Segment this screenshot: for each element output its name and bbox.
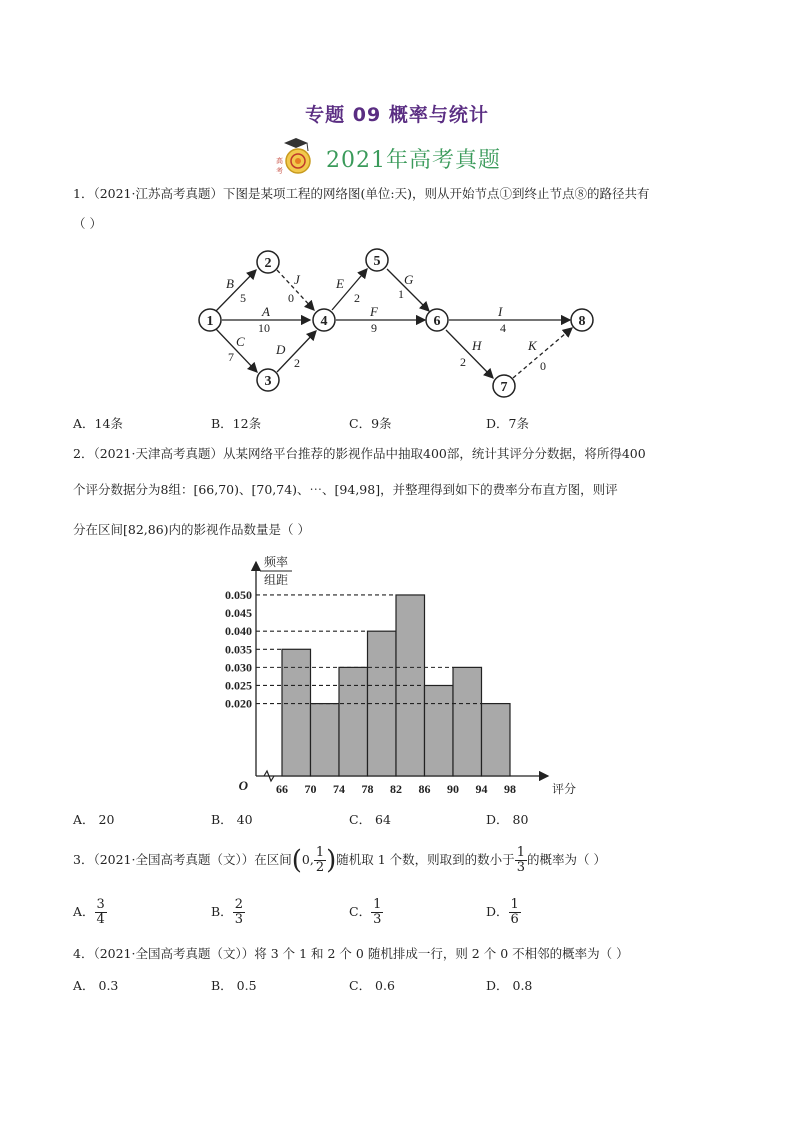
edge-value-C: 7: [228, 350, 234, 364]
y-tick-label: 0.020: [225, 696, 252, 711]
edge-label-G: G: [404, 272, 414, 287]
y-tick-label: 0.040: [225, 624, 252, 639]
q4-option-d: D． 0.8: [486, 978, 533, 993]
edge-value-G: 1: [398, 287, 404, 301]
q2-text-line1: 2．（2021·天津高考真题）从某网络平台推荐的影视作品中抽取400部，统计其评分分数据，将所得400: [73, 446, 646, 461]
edge-value-K: 0: [540, 359, 546, 373]
q1-option-d: D．7条: [486, 416, 529, 431]
x-tick-label: 90: [447, 782, 459, 796]
x-tick-label: 66: [276, 782, 288, 796]
edge-label-K: K: [528, 338, 537, 353]
q3-option-d: D． $\frac{1}{6}$: [486, 897, 519, 927]
q2-option-d: D． 80: [486, 812, 529, 827]
node-4: 4: [320, 314, 328, 329]
node-8: 8: [578, 314, 586, 329]
bar-94-98: [482, 704, 511, 776]
x-tick-label: 82: [390, 782, 402, 796]
q3-frac-den: 3: [516, 860, 525, 875]
edge-label-I: I: [498, 304, 503, 319]
edge-label-B: B: [226, 276, 234, 291]
svg-text:高: 高: [276, 157, 283, 165]
edge-value-B: 5: [240, 291, 246, 305]
q3-interval-open: 0,: [301, 852, 314, 867]
q2-histogram: [200, 552, 577, 802]
q4-option-c: C． 0.6: [349, 978, 395, 993]
y-axis-label-bottom: 组距: [263, 573, 289, 587]
x-tick-label: 94: [475, 782, 488, 796]
y-axis-label-top: 频率: [263, 555, 289, 569]
bar-90-94: [453, 667, 482, 776]
q3-mid: 随机取 1 个数，则取到的数小于: [336, 852, 515, 867]
edge-B: [216, 270, 256, 311]
edge-H: [446, 330, 493, 378]
q3-interval-den: 2: [315, 860, 325, 875]
q2-option-c: C． 64: [349, 812, 391, 827]
q1-text-line2: （ ）: [73, 216, 102, 231]
x-tick-label: 70: [304, 782, 317, 796]
edge-value-A: 10: [258, 321, 270, 335]
q4-option-b: B． 0.5: [211, 978, 257, 993]
y-tick-label: 0.045: [225, 606, 252, 621]
y-tick-label: 0.025: [225, 678, 252, 693]
q3-text: 3．（2021·全国高考真题（文））在区间(0, $\frac{1}{2}$ )随机取 1 个数，则取到的数小于 $\frac{1}{3}$ 的概率为（ ）: [73, 845, 606, 876]
y-tick-label: 0.035: [225, 642, 252, 657]
node-7: 7: [500, 380, 508, 395]
edge-value-J: 0: [288, 291, 294, 305]
x-tick-label: 98: [504, 782, 516, 796]
edge-label-F: F: [370, 304, 378, 319]
q3-interval-num: 1: [315, 845, 325, 860]
edge-value-D: 2: [294, 356, 300, 370]
edge-label-D: D: [276, 342, 286, 357]
node-2: 2: [264, 256, 272, 271]
x-tick-label: 86: [418, 782, 431, 796]
q2-option-b: B． 40: [211, 812, 253, 827]
q2-option-a: A． 20: [73, 812, 115, 827]
edge-value-F: 9: [371, 321, 377, 335]
edge-label-J: J: [294, 272, 300, 287]
q3-option-c: C． $\frac{1}{3}$: [349, 897, 382, 927]
q1-option-b: B．12条: [211, 416, 262, 431]
bar-70-74: [311, 704, 340, 776]
edge-label-H: H: [472, 338, 482, 353]
q1-option-c: C．9条: [349, 416, 392, 431]
page-subtitle: 2021年高考真题: [326, 148, 501, 173]
node-1: 1: [206, 314, 214, 329]
svg-text:考: 考: [276, 167, 283, 175]
q1-text-line1: 1．（2021·江苏高考真题）下图是某项工程的网络图(单位:天)，则从开始节点①到终止节点⑧的路径共有: [73, 186, 650, 201]
node-5: 5: [373, 254, 381, 269]
bar-74-78: [339, 667, 368, 776]
bar-86-90: [425, 685, 454, 776]
q4-text: 4．（2021·全国高考真题（文））将 3 个 1 和 2 个 0 随机排成一行，则 2 个 0 不相邻的概率为（ ）: [73, 946, 629, 961]
q3-option-a: A． $\frac{3}{4}$: [73, 897, 105, 927]
q4-option-a: A． 0.3: [73, 978, 119, 993]
q2-text-line2: 个评分数据分为8组：[66,70)、[70,74)、⋯、[94,98]，并整理得到如下的费率分布直方图，则评: [73, 482, 618, 497]
edge-value-E: 2: [354, 291, 360, 305]
edge-label-C: C: [236, 334, 245, 349]
edge-value-I: 4: [500, 321, 506, 335]
x-axis-label: 评分: [552, 782, 577, 796]
edge-value-H: 2: [460, 355, 466, 369]
q3-prefix: 3．（2021·全国高考真题（文））在区间: [73, 852, 292, 867]
x-tick-label: 78: [361, 782, 374, 796]
q1-option-a: A．14条: [73, 416, 123, 431]
origin-label: O: [238, 778, 248, 793]
page-title: 专题 09 概率与统计: [305, 104, 489, 126]
y-tick-label: 0.050: [225, 587, 252, 602]
edge-label-E: E: [336, 276, 344, 291]
bar-66-70: [282, 649, 311, 776]
x-tick-label: 74: [333, 782, 345, 796]
q3-option-b: B． $\frac{2}{3}$: [211, 897, 243, 927]
q3-frac-num: 1: [516, 845, 525, 860]
logo-icon: [274, 137, 320, 179]
q1-network-diagram: [190, 240, 610, 400]
q3-suffix: 的概率为（ ）: [526, 852, 606, 867]
y-tick-label: 0.030: [225, 660, 252, 675]
q2-text-line3: 分在区间[82,86)内的影视作品数量是（ ）: [73, 522, 311, 537]
edge-label-A: A: [262, 304, 270, 319]
node-3: 3: [264, 374, 272, 389]
node-6: 6: [433, 314, 441, 329]
